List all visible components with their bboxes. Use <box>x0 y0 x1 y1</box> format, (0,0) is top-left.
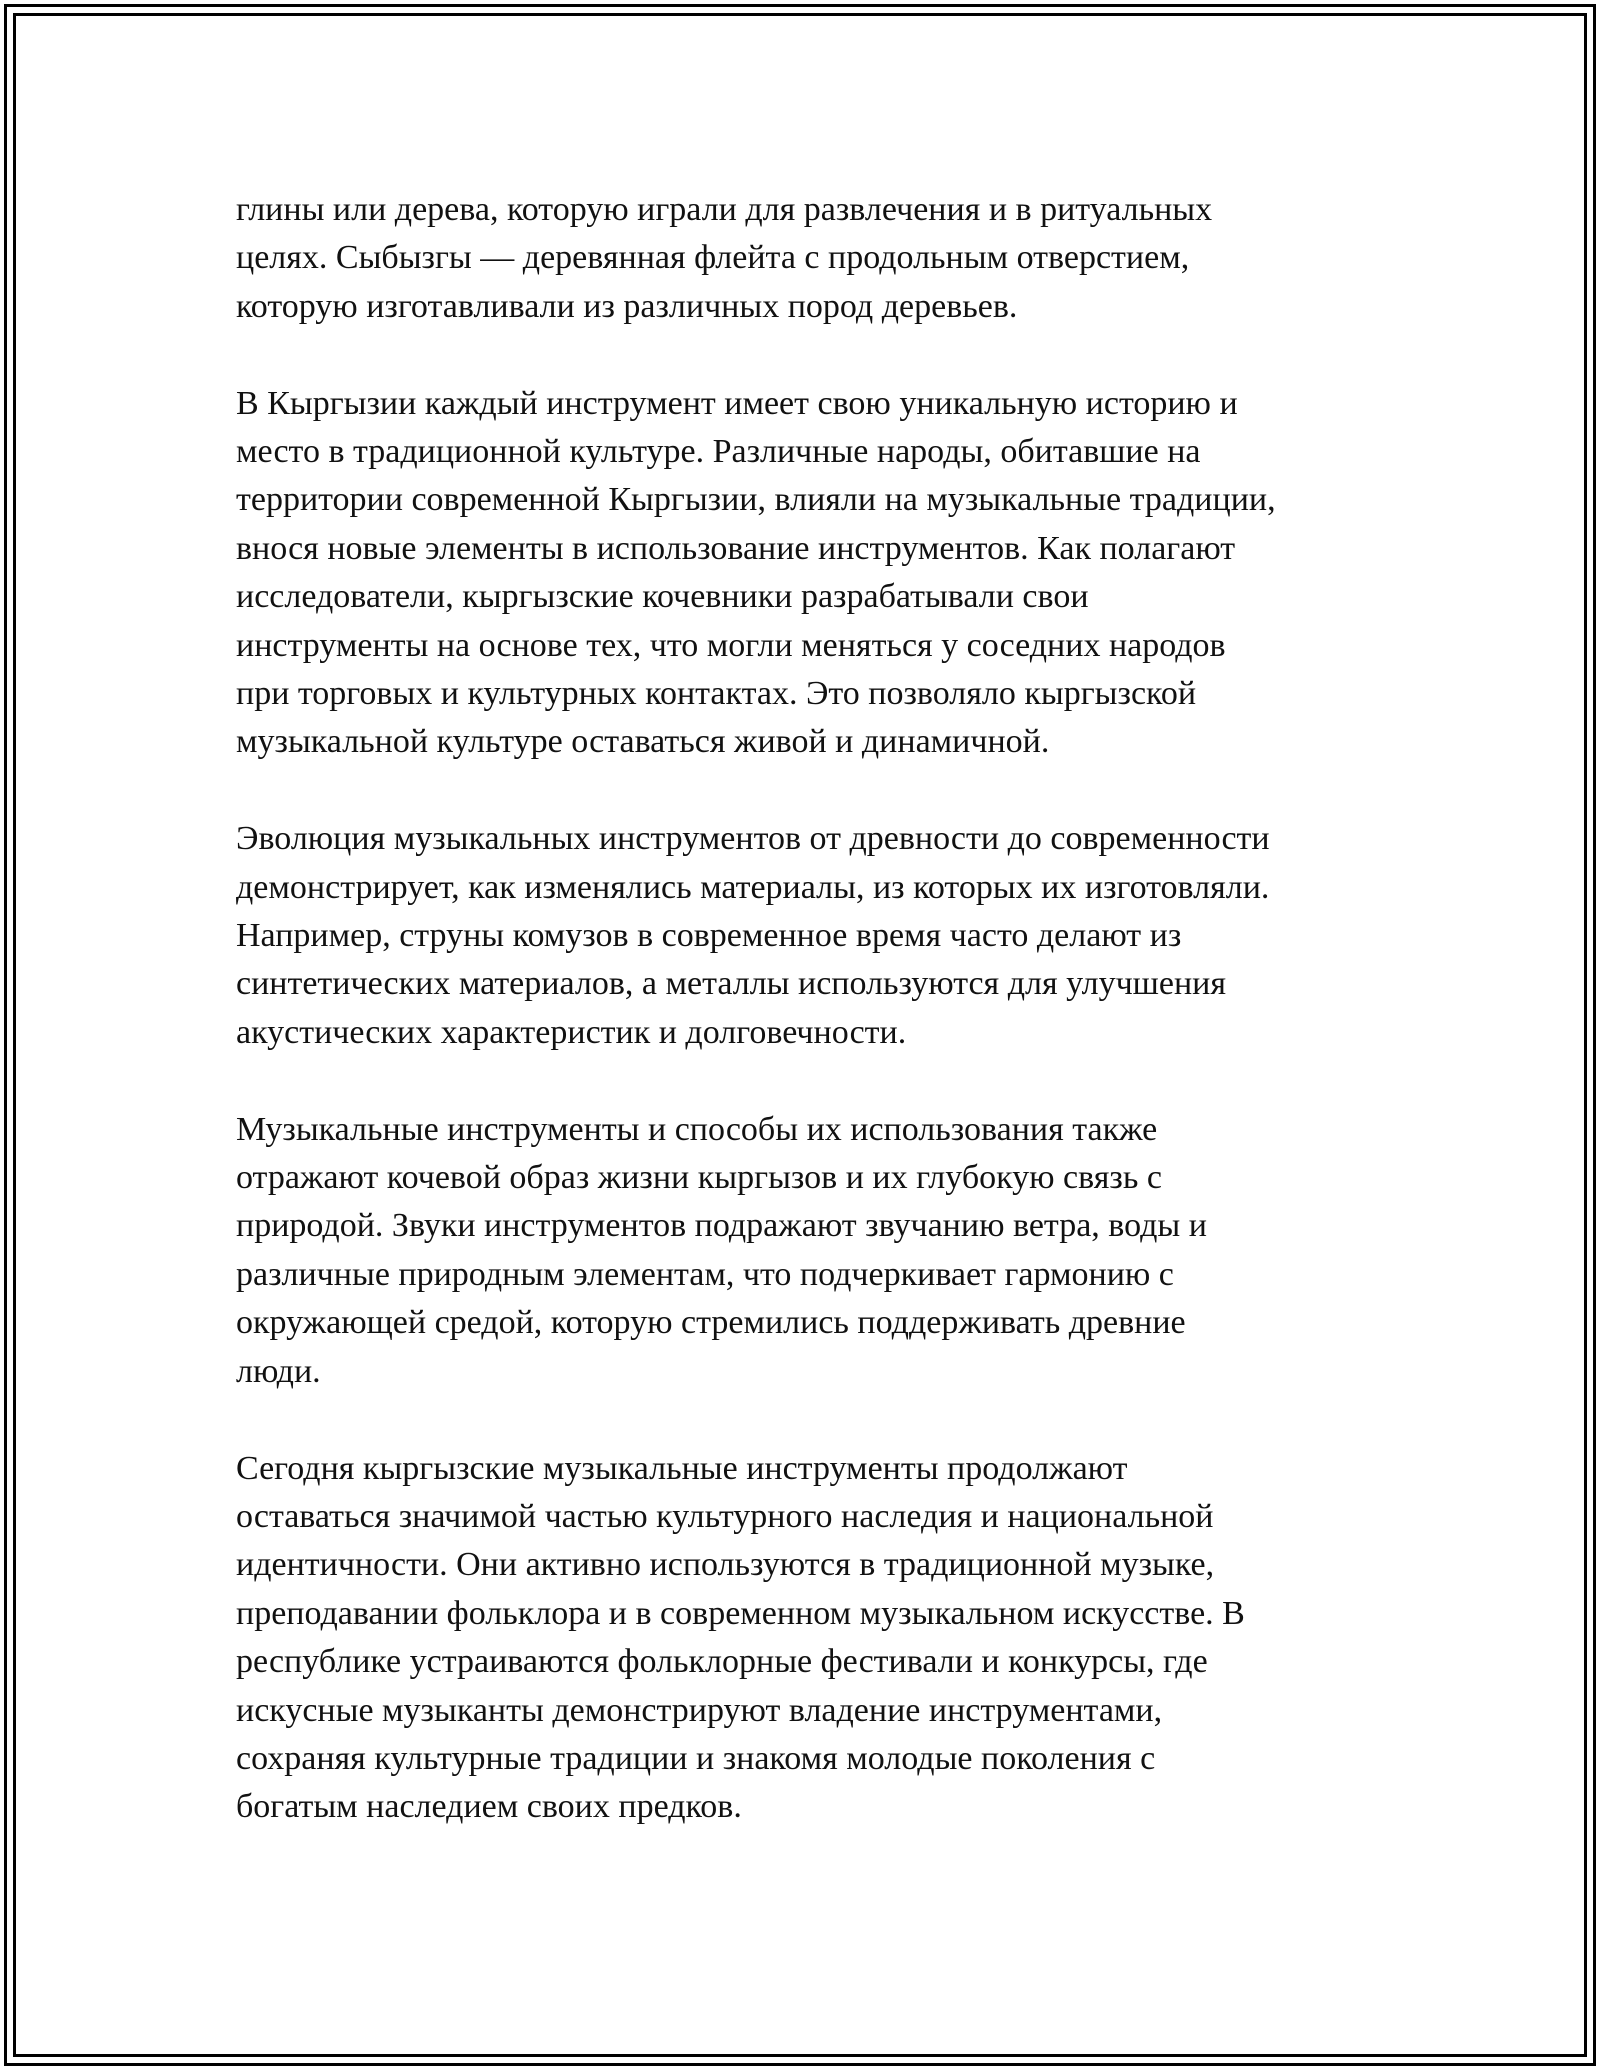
paragraph-gap <box>236 1057 1386 1105</box>
text-line: исследователи, кыргызские кочевники разрабатывали свои <box>236 578 1089 616</box>
text-line: отражают кочевой образ жизни кыргызов и их глубокую связь с <box>236 1159 1162 1197</box>
text-line: преподавании фольклора и в современном музыкальном искусстве. В <box>236 1594 1245 1632</box>
paragraph-5 <box>236 1445 1386 1832</box>
text-line: Сегодня кыргызские музыкальные инструменты продолжают <box>236 1449 1128 1487</box>
text-line: территории современной Кыргызии, влияли на музыкальные традиции, <box>236 481 1276 519</box>
paragraph-gap <box>236 331 1386 379</box>
text-line: синтетических материалов, а металлы используются для улучшения <box>236 965 1226 1003</box>
text-line: Например, струны комузов в современное время часто делают из <box>236 917 1182 955</box>
text-line: которую изготавливали из различных пород деревьев. <box>236 287 1018 325</box>
text-line: музыкальной культуре оставаться живой и динамичной. <box>236 723 1050 761</box>
paragraph-4 <box>236 1106 1386 1396</box>
text-line: различные природным элементам, что подчеркивает гармонию с <box>236 1255 1174 1293</box>
text-line: демонстрирует, как изменялись материалы, из которых их изготовляли. <box>236 868 1270 906</box>
text-line: при торговых и культурных контактах. Это позволяло кыргызской <box>236 675 1197 713</box>
text-line: целях. Сыбызгы — деревянная флейта с продольным отверстием, <box>236 239 1190 277</box>
text-line: В Кыргызии каждый инструмент имеет свою уникальную историю и <box>236 384 1238 422</box>
paragraph-3 <box>236 815 1386 1057</box>
text-line: искусные музыканты демонстрируют владение инструментами, <box>236 1691 1163 1729</box>
text-line: место в традиционной культуре. Различные народы, обитавшие на <box>236 433 1201 471</box>
text-line: Музыкальные инструменты и способы их использования также <box>236 1110 1158 1148</box>
text-line: сохраняя культурные традиции и знакомя молодые поколения с <box>236 1739 1156 1777</box>
text-line: республике устраиваются фольклорные фестивали и конкурсы, где <box>236 1643 1208 1681</box>
text-line: внося новые элементы в использование инструментов. Как полагают <box>236 529 1236 567</box>
text-line: богатым наследием своих предков. <box>236 1788 742 1826</box>
text-line: идентичности. Они активно используются в традиционной музыке, <box>236 1546 1215 1584</box>
text-line: оставаться значимой частью культурного наследия и национальной <box>236 1497 1214 1535</box>
text-line: окружающей средой, которую стремились поддерживать древние <box>236 1304 1186 1342</box>
text-line: природой. Звуки инструментов подражают звучанию ветра, воды и <box>236 1207 1207 1245</box>
paragraph-2 <box>236 380 1386 767</box>
paragraph-1 <box>236 186 1386 331</box>
paragraph-gap <box>236 767 1386 815</box>
text-line: инструменты на основе тех, что могли меняться у соседних народов <box>236 626 1226 664</box>
document-body <box>236 186 1386 1832</box>
text-line: люди. <box>236 1352 321 1390</box>
text-line: акустических характеристик и долговечности. <box>236 1013 907 1051</box>
text-line: глины или дерева, которую играли для развлечения и в ритуальных <box>236 191 1213 228</box>
paragraph-gap <box>236 1396 1386 1444</box>
text-line: Эволюция музыкальных инструментов от древности до современности <box>236 820 1270 858</box>
